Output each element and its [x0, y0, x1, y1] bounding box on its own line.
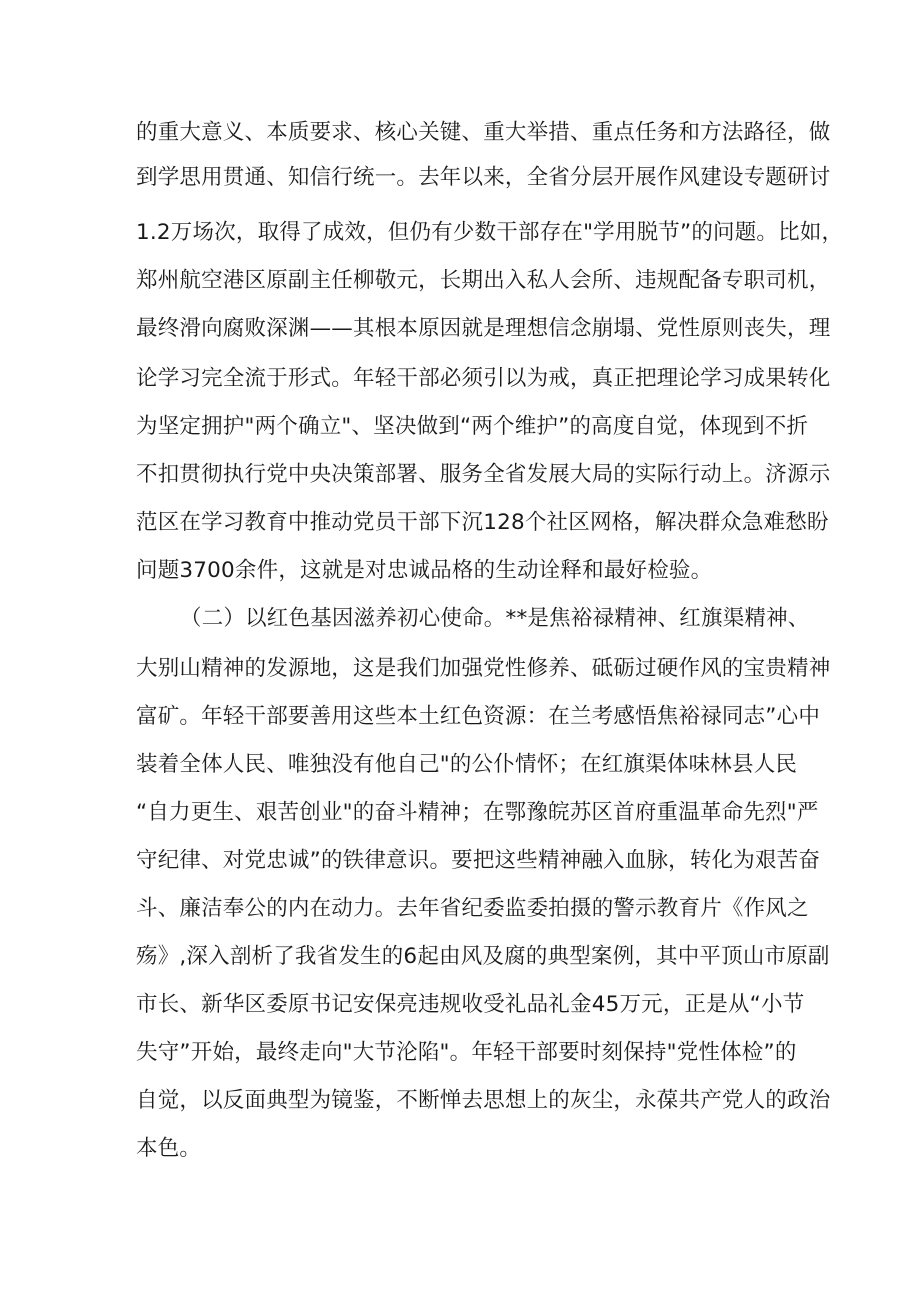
text-line: 自觉，以反面典型为镜鉴，不断惮去思想上的灰尘，永葆共产党人的政治: [136, 1088, 831, 1113]
text-line: 守纪律、对党忠诚”的铁律意识。要把这些精神融入血脉，转化为艰苦奋: [136, 848, 821, 873]
text-line: 富矿。年轻干部要善用这些本土红色资源：在兰考感悟焦裕禄同志”心中: [136, 704, 821, 729]
text-line: 郑州航空港区原副主任柳敬元，长期出入私人会所、违规配备专职司机，: [136, 268, 831, 293]
text-line: 范区在学习教育中推动党员干部下沉128个社区网格，解决群众急难愁盼: [136, 510, 829, 535]
text-line: 问题3700余件，这就是对忠诚品格的生动诠释和最好检验。: [136, 558, 713, 583]
text-line: 装着全体人民、唯独没有他自己"的公仆情怀；在红旗渠体味林县人民: [136, 752, 798, 777]
text-line: 到学思用贯通、知信行统一。去年以来，全省分层开展作风建设专题研讨: [136, 165, 831, 190]
text-line: 斗、廉洁奉公的内在动力。去年省纪委监委拍摄的警示教育片《作风之: [136, 896, 809, 921]
text-line: 本色。: [136, 1136, 202, 1161]
text-line: 1.2万场次，取得了成效，但仍有少数干部存在"学用脱节”的问题。比如，: [136, 220, 844, 245]
body-text: [136, 0, 844, 1301]
text-line: 的重大意义、本质要求、核心关键、重大举措、重点任务和方法路径，做: [136, 120, 831, 145]
text-line: 大别山精神的发源地，这是我们加强党性修养、砥砺过硬作风的宝贵精神: [136, 656, 831, 681]
text-line: 不扣贯彻执行党中央决策部署、服务全省发展大局的实际行动上。济源示: [136, 462, 831, 487]
text-line: 殇》,深入剖析了我省发生的6起由风及腐的典型案例，其中平顶山市原副: [136, 944, 830, 969]
text-line: 最终滑向腐败深渊——其根本原因就是理想信念崩塌、党性原则丧失，理: [136, 316, 831, 341]
section-heading-line: （二）以红色基因滋养初心使命。**是焦裕禄精神、红旗渠精神、: [180, 606, 810, 631]
text-line: 为坚定拥护"两个确立"、坚决做到“两个维护”的高度自觉，体现到不折: [136, 414, 809, 439]
text-line: 论学习完全流于形式。年轻干部必须引以为戒，真正把理论学习成果转化: [136, 366, 831, 391]
text-line: 市长、新华区委原书记安保亮违规收受礼品礼金45万元，正是从“小节: [136, 992, 805, 1017]
text-line: “自力更生、艰苦创业"的奋斗精神；在鄂豫皖苏区首府重温革命先烈"严: [136, 800, 819, 825]
text-line: 失守”开始，最终走向"大节沦陷"。年轻干部要时刻保持"党性体检”的: [136, 1040, 797, 1065]
